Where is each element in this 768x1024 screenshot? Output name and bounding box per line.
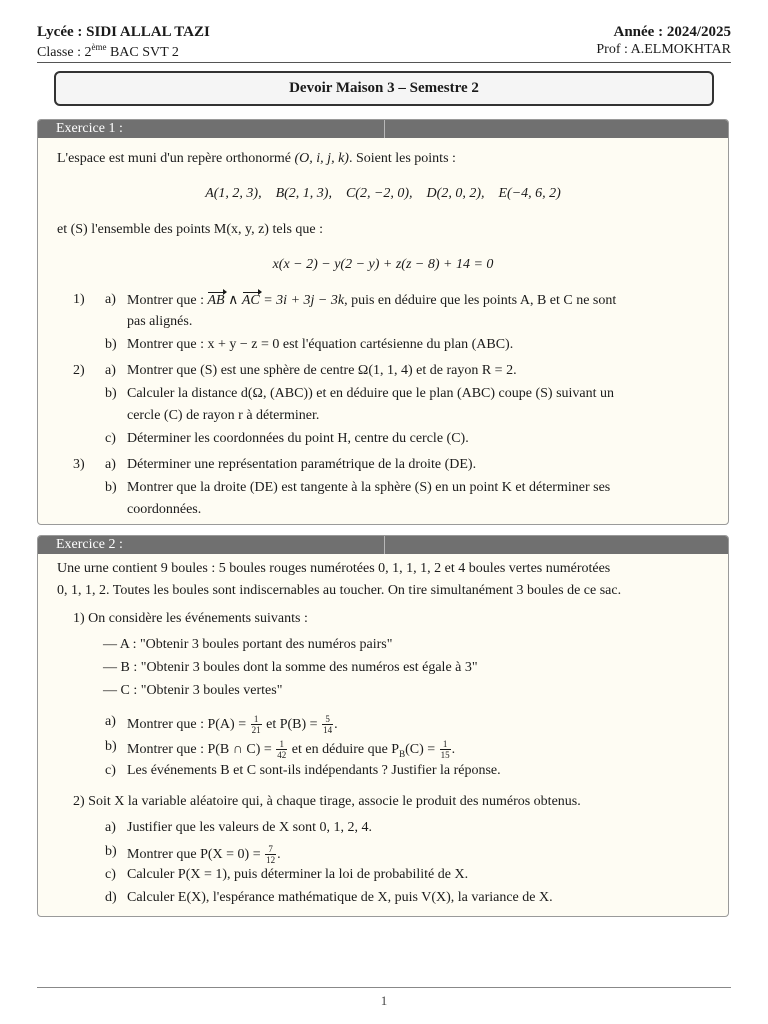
ex2-q2b-line	[127, 844, 281, 865]
annee-value: 2024/2025	[666, 24, 731, 40]
classe-sup: ème	[91, 42, 107, 52]
ex2-q1a-line	[127, 714, 338, 735]
ex1-set-intro: et (S) l'ensemble des points M(x, y, z) tels que :	[57, 222, 324, 237]
frac-den: 21	[251, 725, 261, 735]
lycee-label: Lycée	[37, 24, 74, 40]
ex1-q1b-label: b)	[105, 337, 117, 352]
ex2-q1a-mid: et P(B) =	[266, 717, 318, 732]
ex1-q3b-text: Montrer que la droite (DE) est tangente à la sphère (S) en un point K et déterminer ses	[127, 480, 611, 495]
ex2-event-c: — C : "Obtenir 3 boules vertes"	[103, 683, 283, 698]
annee-label: Année	[613, 24, 655, 40]
ex2-q1a-end: .	[334, 717, 338, 732]
exercise-1-heading-text: Exercice 1 :	[56, 121, 123, 136]
ex1-q1a-rhs: = 3i + 3j − 3k	[259, 293, 345, 308]
ex2-q2b-pre: Montrer que P(X = 0) =	[127, 847, 261, 862]
ex2-q2c-text: Calculer P(X = 1), puis déterminer la loi de probabilité de X.	[127, 867, 469, 882]
ex2-q2c-label: c)	[105, 867, 116, 882]
fraction-7-12	[265, 844, 276, 865]
vector-ab: AB	[207, 293, 225, 308]
frac-den: 14	[323, 725, 333, 735]
exercise-2-heading-text: Exercice 2 :	[56, 537, 123, 552]
prof-label: Prof	[596, 42, 621, 57]
ex2-q1b-sub: B	[399, 748, 406, 759]
frac-num: 7	[265, 844, 276, 855]
ex2-q1c-label: c)	[105, 763, 116, 778]
ex1-q1a-post: , puis en déduire que les points A, B et C ne sont	[344, 293, 617, 308]
page-header	[37, 22, 731, 63]
ex1-q2c-label: c)	[105, 431, 116, 446]
ex1-q1b-text: Montrer que : x + y − z = 0 est l'équation cartésienne du plan (ABC).	[127, 337, 514, 352]
ex2-q1a-pre: Montrer que : P(A) =	[127, 717, 247, 732]
ex1-q3b-cont: coordonnées.	[127, 502, 202, 517]
heading-divider	[384, 120, 385, 138]
lycee-name: SIDI ALLAL TAZI	[86, 24, 210, 40]
ex2-q1b-mid2: (C) =	[405, 742, 436, 757]
ex2-intro-line1: Une urne contient 9 boules : 5 boules rouges numérotées 0, 1, 1, 1, 2 et 4 boules vertes numérotées	[57, 561, 611, 576]
ex2-q1b-line	[127, 739, 455, 760]
exercise-1-box	[37, 119, 729, 525]
vector-ac: AC	[241, 293, 260, 308]
frac-den: 12	[266, 855, 276, 865]
classe-line: Classe : 2ème BAC SVT 2	[37, 42, 179, 60]
classe-num: 2	[84, 45, 92, 60]
ex2-event-a: — A : "Obtenir 3 boules portant des numéros pairs"	[103, 637, 393, 652]
ex2-q1c-text: Les événements B et C sont-ils indépendants ? Justifier la réponse.	[127, 763, 501, 778]
ex1-q3-num: 3)	[73, 457, 85, 472]
fraction-1-15	[440, 739, 451, 760]
ex1-q1a-label: a)	[105, 292, 116, 307]
ex2-q2b-end: .	[277, 847, 281, 862]
ex2-q1b-pre: Montrer que : P(B ∩ C) =	[127, 742, 272, 757]
exercise-2-box	[37, 535, 729, 917]
heading-divider	[384, 536, 385, 554]
ex1-q2b-label: b)	[105, 386, 117, 401]
ex1-q1a-line1: Montrer que : AB ∧ AC = 3i + 3j − 3k, puis en déduire que les points A, B et C ne sont	[127, 293, 617, 308]
ex1-intro-frame: (O, i, j, k)	[294, 151, 349, 166]
fraction-1-42	[276, 739, 287, 760]
exercise-2-heading	[38, 536, 728, 554]
ex1-q3b-label: b)	[105, 480, 117, 495]
ex1-q2b-cont: cercle (C) de rayon r à déterminer.	[127, 408, 320, 423]
ex2-q1b-end: .	[451, 742, 456, 757]
ex1-points-text: A(1, 2, 3), B(2, 1, 3), C(2, −2, 0), D(2, 0, 2), E(−4, 6, 2)	[205, 186, 561, 201]
ex2-q2a-text: Justifier que les valeurs de X sont 0, 1, 2, 4.	[127, 820, 372, 835]
ex2-q1b-label: b)	[105, 739, 117, 754]
ex2-q1a-label: a)	[105, 714, 116, 729]
ex1-sphere-equation: x(x − 2) − y(2 − y) + z(z − 8) + 14 = 0	[272, 257, 494, 272]
ex2-intro-line2: 0, 1, 1, 2. Toutes les boules sont indiscernables au toucher. On tire simultanément 3 boules de ce sac.	[57, 583, 622, 598]
ex1-q3a-text: Déterminer une représentation paramétrique de la droite (DE).	[127, 457, 477, 472]
ex1-q2c-text: Déterminer les coordonnées du point H, centre du cercle (C).	[127, 431, 469, 446]
ex1-q2a-text: Montrer que (S) est une sphère de centre Ω(1, 1, 4) et de rayon R = 2.	[127, 363, 517, 378]
ex2-q2d-text: Calculer E(X), l'espérance mathématique de X, puis V(X), la variance de X.	[127, 890, 553, 905]
ex1-q1-num: 1)	[73, 292, 85, 307]
ex2-q2b-label: b)	[105, 844, 117, 859]
ex1-points	[38, 186, 728, 202]
frac-num: 5	[322, 714, 333, 725]
ex2-q1b-mid: et en déduire que P	[291, 742, 400, 757]
ex1-intro	[57, 151, 456, 167]
classe-label: Classe	[37, 45, 74, 60]
lycee-line: Lycée : SIDI ALLAL TAZI	[37, 24, 210, 40]
footer-rule	[37, 987, 731, 988]
ex2-q2d-label: d)	[105, 890, 117, 905]
page-number: 1	[380, 993, 388, 1008]
ex2-event-b: — B : "Obtenir 3 boules dont la somme des numéros est égale à 3"	[103, 660, 478, 675]
fraction-1-21	[251, 714, 262, 735]
exercise-1-heading	[38, 120, 728, 138]
ex1-q2b-text: Calculer la distance d(Ω, (ABC)) et en déduire que le plan (ABC) coupe (S) suivant un	[127, 386, 615, 401]
ex1-q3a-label: a)	[105, 457, 116, 472]
ex1-intro-end: . Soient les points :	[348, 151, 456, 166]
ex2-q2a-label: a)	[105, 820, 116, 835]
frac-num: 1	[251, 714, 262, 725]
frac-num: 1	[276, 739, 287, 750]
ex1-q2a-label: a)	[105, 363, 116, 378]
ex2-q2-text: 2) Soit X la variable aléatoire qui, à chaque tirage, associe le produit des numéros obtenus.	[73, 794, 581, 809]
ex1-q2-num: 2)	[73, 363, 85, 378]
prof-line: Prof : A.ELMOKHTAR	[596, 42, 731, 57]
ex1-q1a-pre: Montrer que :	[127, 293, 204, 308]
prof-value: A.ELMOKHTAR	[630, 42, 731, 57]
ex2-q1-text: 1) On considère les événements suivants :	[73, 611, 308, 626]
classe-rest: BAC SVT 2	[109, 45, 179, 60]
frac-den: 15	[440, 750, 450, 760]
fraction-5-14	[322, 714, 333, 735]
frac-den: 42	[277, 750, 287, 760]
ex1-intro-text: L'espace est muni d'un repère orthonormé	[57, 151, 292, 166]
document-title: Devoir Maison 3 – Semestre 2	[54, 71, 714, 106]
frac-num: 1	[440, 739, 451, 750]
annee-line: Année : 2024/2025	[613, 24, 731, 40]
ex1-q1a-cont: pas alignés.	[127, 314, 193, 329]
